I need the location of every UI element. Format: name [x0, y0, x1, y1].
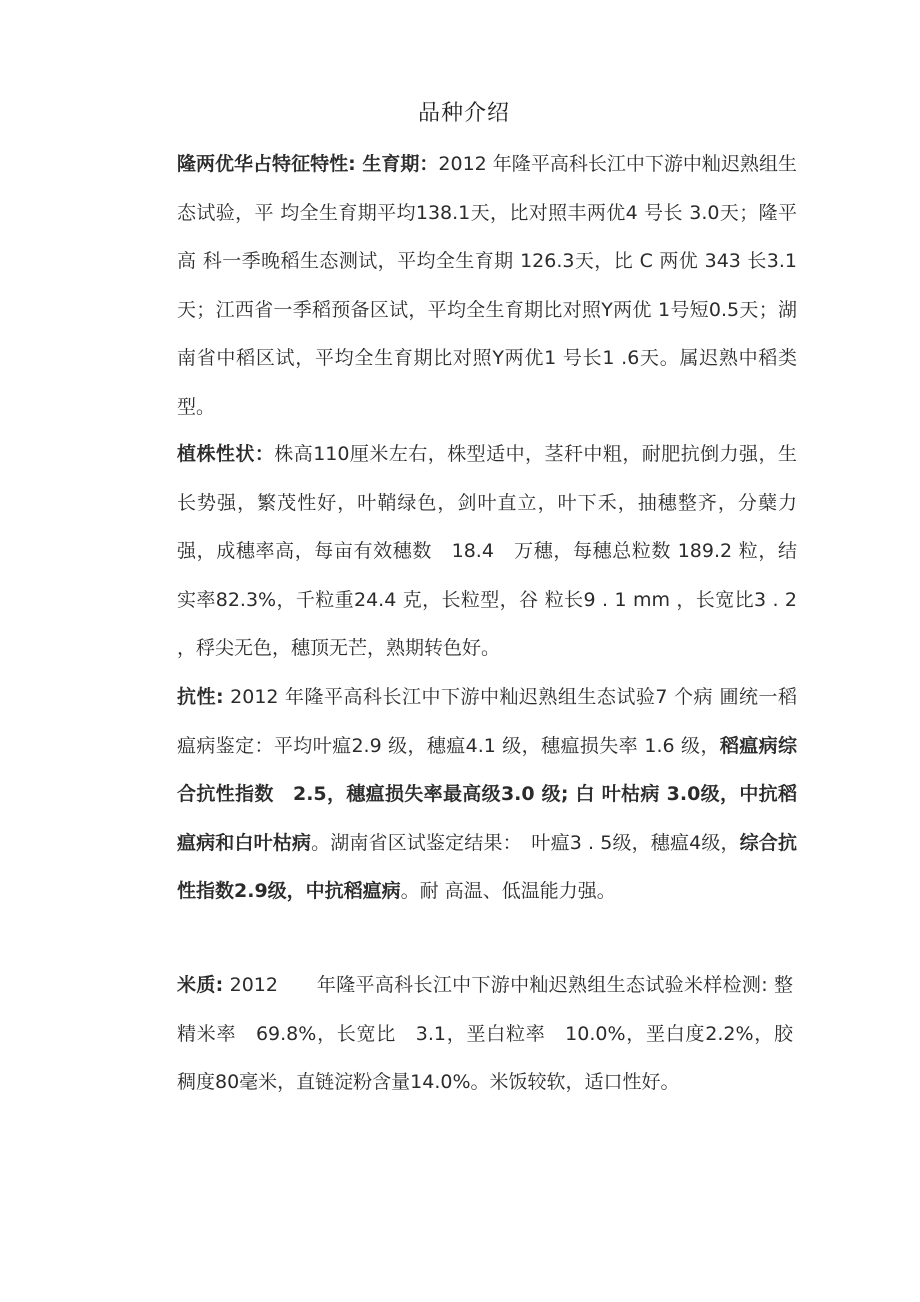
resistance-colon: : [216, 686, 224, 708]
plant-traits-colon: ： [254, 443, 275, 465]
resistance-bold-1: 稻瘟病综合抗性指数 2.5，穗瘟损失率最高级3.0 级; 白 叶枯病 3.0级，中抗稻瘟病和白叶枯病 [177, 734, 797, 854]
resistance-section [177, 673, 797, 916]
resistance-bold-2: 综合抗性指数2.9级，中抗稻瘟病 [177, 831, 797, 903]
plant-traits-label: 植株性状 [177, 443, 255, 465]
growth-period-label: 隆两优华占特征特性: 生育期 [177, 153, 420, 175]
growth-period-colon: ： [419, 153, 439, 175]
plant-traits-text: 株高110厘米左右，株型适中，茎秆中粗，耐肥抗倒力强，生长势强，繁茂性好，叶鞘绿色，剑叶直立，叶下禾，抽穗整齐，分蘖力强，成穗率高，每亩有效穗数 18.4 万穗，每穗总粒数 189.2 粒，结实率82.3%，千粒重24.4 克，长粒型，谷 粒长9 . 1 mm ，长宽比3 . 2 ，稃尖无色，穗顶无芒，熟期转色好。 [177, 443, 797, 660]
rice-quality-label: 米质 [177, 974, 216, 996]
rice-quality-text: 2012 年隆平高科长江中下游中籼迟熟组生态试验米样检测: 整精米率 69.8%，长宽比 3.1，垩白粒率 10.0%，垩白度2.2%，胶稠度80毫米，直链淀粉含量14.0%。米饭较软，适口性好。 [177, 974, 793, 1094]
resistance-text-1: 2012 年隆平高科长江中下游中籼迟熟组生态试验7 个病 圃统一稻瘟病鉴定：平均叶瘟2.9 级，穗瘟4.1 级，穗瘟损失率 1.6 级， [177, 686, 797, 757]
resistance-text-3: 。耐 高温、低温能力强。 [400, 880, 616, 903]
plant-traits-section [177, 430, 797, 673]
page-title: 品种介绍 [417, 101, 510, 126]
rice-quality-colon: : [215, 974, 224, 996]
resistance-text-2: 。湖南省区试鉴定结果： 叶瘟3 . 5级，穗瘟4级， [311, 831, 740, 854]
resistance-label: 抗性 [177, 686, 216, 708]
growth-period-section [177, 140, 797, 432]
rice-quality-section [177, 961, 793, 1107]
growth-period-text: 2012 年隆平高科长江中下游中籼迟熟组生态试验，平 均全生育期平均138.1天，比对照丰两优4 号长 3.0天；隆平高 科一季晚稻生态测试，平均全生育期 126.3天，比 C 两优 343 长3.1天；江西省一季稻预备区试，平均全生育期比对照Y两优 1号短0.5天；湖南省中稻区试，平均全生育期比对照Y两优1 号长1 .6天。属迟熟中稻类型。 [177, 153, 797, 418]
